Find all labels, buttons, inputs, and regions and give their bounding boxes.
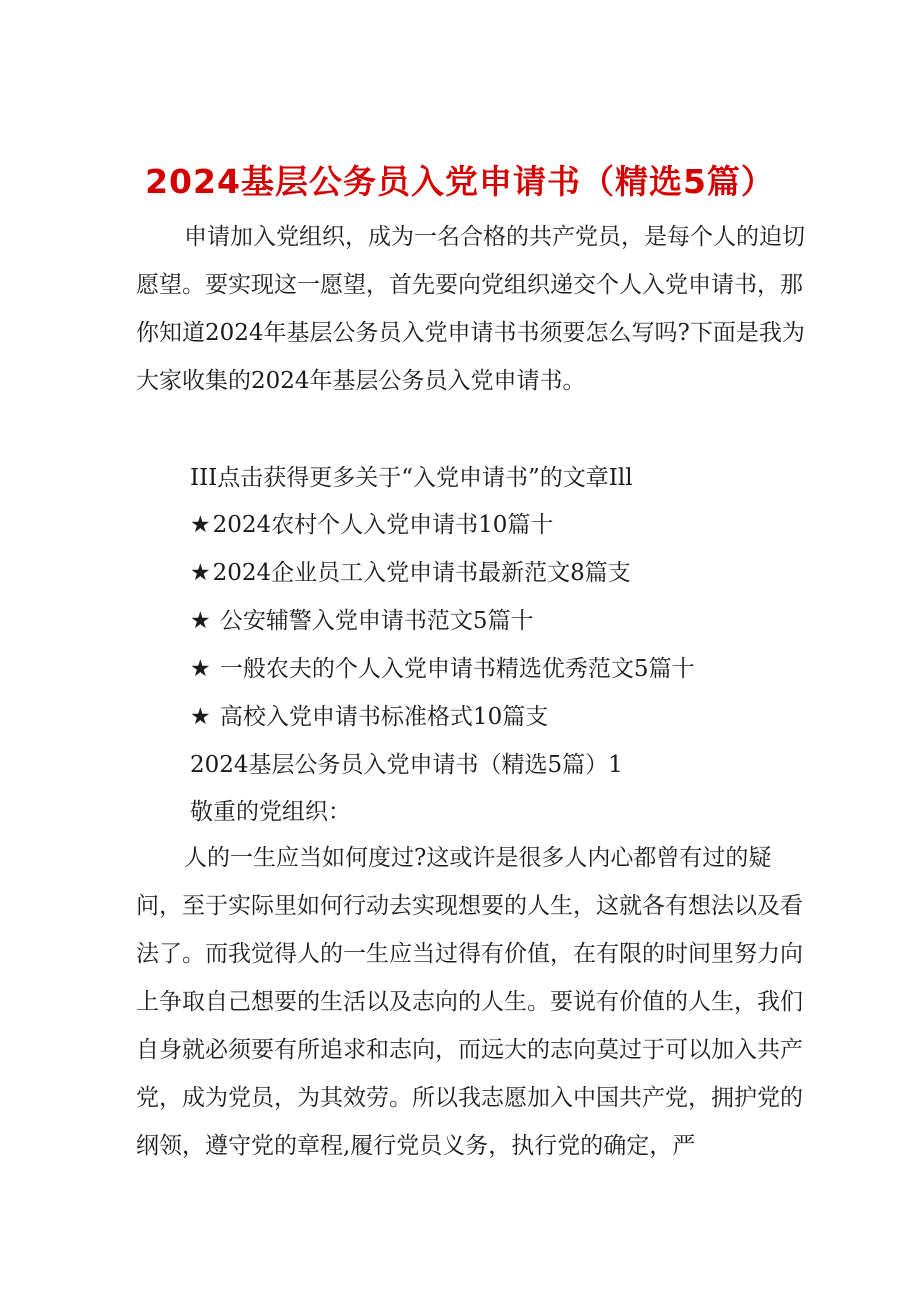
related-link-label: 2024农村个人入党申请书10篇十 <box>212 512 554 538</box>
body-paragraph: 人的一生应当如何度过?这或许是很多人内心都曾有过的疑问，至于实际里如何行动去实现想要的人生，这就各有想法以及看法了。而我觉得人的一生应当过得有价值，在有限的时间里努力向上争取自己想要的生活以及志向的人生。要说有价值的人生，我们自身就必须要有所追求和志向，而远大的志向莫过于可以加入共产党，成为党员，为其效劳。所以我志愿加入中国共产党，拥护党的纲领，遵守党的章程,履行党员义务，执行党的确定，严 <box>136 845 803 1159</box>
star-icon: ★ <box>190 512 211 538</box>
related-link-university[interactable] <box>190 697 548 737</box>
star-icon: ★ <box>190 608 211 634</box>
star-icon: ★ <box>190 560 211 586</box>
related-link-police[interactable] <box>190 601 534 641</box>
related-link-label: 一般农夫的个人入党申请书精选优秀范文5篇十 <box>212 656 695 682</box>
section-heading: 2024基层公务员入党申请书（精选5篇）1 <box>190 752 623 778</box>
related-link-label: 高校入党申请书标准格式10篇支 <box>212 704 549 730</box>
related-links-heading[interactable]: III点击获得更多关于“入党申请书”的文章Ill <box>190 465 633 491</box>
related-link-label: 公安辅警入党申请书范文5篇十 <box>212 608 534 634</box>
related-link-label: 2024企业员工入党申请书最新范文8篇支 <box>212 560 631 586</box>
related-link-enterprise[interactable] <box>190 553 631 593</box>
intro-paragraph: 申请加入党组织，成为一名合格的共产党员，是每个人的迫切愿望。要实现这一愿望，首先要向党组织递交个人入党申请书，那你知道2024年基层公务员入党申请书书须要怎么写吗?下面是我为大家收集的2024年基层公务员入党申请书。 <box>136 224 805 394</box>
related-link-farmer[interactable] <box>190 649 695 689</box>
document-title: 2024基层公务员入党申请书（精选5篇） <box>145 162 775 202</box>
related-link-rural[interactable] <box>190 505 553 545</box>
star-icon: ★ <box>190 704 211 730</box>
salutation: 敬重的党组织： <box>190 799 351 825</box>
star-icon: ★ <box>190 656 211 682</box>
